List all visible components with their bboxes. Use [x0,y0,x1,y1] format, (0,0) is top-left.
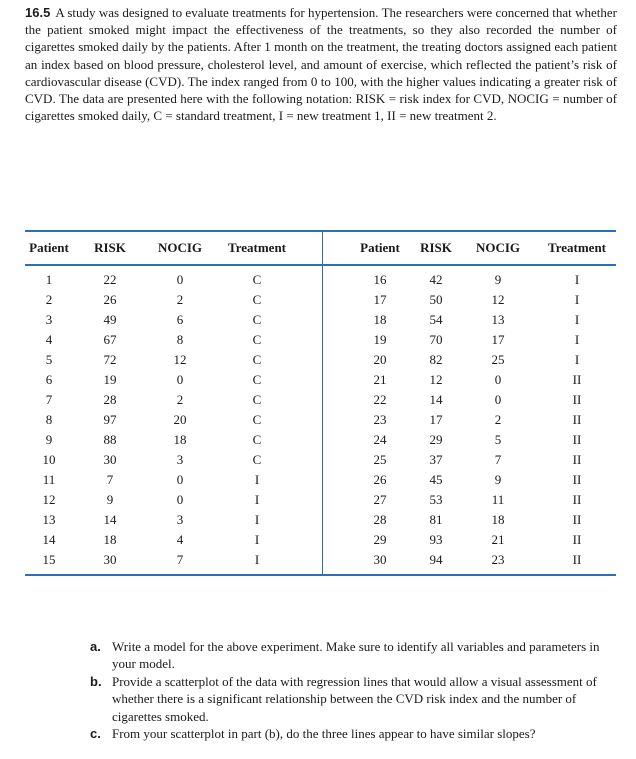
table-cell-risk: 97 [103,412,117,427]
table-row [25,312,616,332]
table-cell-risk: 93 [429,532,443,547]
table-cell-treatment: II [572,412,582,427]
table-row [25,272,616,292]
column-header-nocig-right: NOCIG [475,240,521,255]
table-cell-treatment: C [252,272,262,287]
table-cell-patient: 14 [42,532,56,547]
table-row [25,532,616,552]
table-cell-treatment: II [572,532,582,547]
table-cell-risk: 28 [103,392,117,407]
table-cell-patient: 1 [45,272,53,287]
table-cell-risk: 12 [429,372,443,387]
table-cell-risk: 42 [429,272,443,287]
table-cell-patient: 9 [45,432,53,447]
table-row [25,412,616,432]
column-header-risk-right: RISK [420,240,452,255]
table-row [25,392,616,412]
table-cell-patient: 8 [45,412,53,427]
table-cell-patient: 4 [45,332,53,347]
table-cell-risk: 72 [103,352,117,367]
table-cell-patient: 5 [45,352,53,367]
problem-number: 16.5 [25,5,51,20]
table-cell-patient: 10 [42,452,56,467]
column-header-treatment-left: Treatment [228,240,286,255]
table-row [25,352,616,372]
table-cell-patient: 25 [373,452,387,467]
table-cell-nocig: 20 [173,412,187,427]
question-label: c. [90,726,101,742]
table-cell-treatment: II [572,392,582,407]
table-cell-risk: 14 [429,392,443,407]
table-cell-risk: 67 [103,332,117,347]
table-row [25,552,616,572]
table-row [25,292,616,312]
question-a [90,638,620,673]
table-cell-patient: 22 [373,392,387,407]
table-cell-treatment: C [252,412,262,427]
table-cell-patient: 13 [42,512,56,527]
table-cell-nocig: 0 [176,472,184,487]
question-text: Write a model for the above experiment. Make sure to identify all variables and parameters in your model. [112,639,600,672]
table-cell-risk: 50 [429,292,443,307]
table-cell-risk: 82 [429,352,443,367]
table-cell-nocig: 23 [491,552,505,567]
table-cell-risk: 26 [103,292,117,307]
table-cell-treatment: I [574,312,580,327]
column-header-treatment-right: Treatment [548,240,606,255]
table-cell-risk: 37 [429,452,443,467]
table-row [25,452,616,472]
table-cell-risk: 17 [429,412,443,427]
table-cell-treatment: I [574,352,580,367]
table-cell-patient: 16 [373,272,387,287]
table-cell-risk: 29 [429,432,443,447]
table-cell-treatment: II [572,512,582,527]
table-cell-treatment: II [572,492,582,507]
table-header-rule [25,264,616,266]
table-cell-treatment: C [252,392,262,407]
table-cell-patient: 20 [373,352,387,367]
table-cell-treatment: I [254,512,260,527]
table-cell-nocig: 12 [173,352,187,367]
table-row [25,432,616,452]
table-cell-patient: 11 [42,472,56,487]
table-cell-risk: 53 [429,492,443,507]
table-cell-nocig: 17 [491,332,505,347]
table-cell-risk: 14 [103,512,117,527]
table-cell-patient: 23 [373,412,387,427]
table-cell-treatment: I [574,272,580,287]
table-cell-risk: 88 [103,432,117,447]
table-cell-risk: 81 [429,512,443,527]
table-cell-nocig: 0 [494,392,502,407]
question-text: Provide a scatterplot of the data with regression lines that would allow a visual assessment of whether there is a significant relationship between the CVD risk index and the number of cigarettes smoked. [112,673,597,724]
table-cell-treatment: I [574,292,580,307]
table-cell-nocig: 13 [491,312,505,327]
table-cell-nocig: 7 [176,552,184,567]
table-cell-treatment: C [252,292,262,307]
table-cell-patient: 29 [373,532,387,547]
table-cell-treatment: C [252,372,262,387]
table-cell-treatment: I [254,472,260,487]
table-cell-nocig: 18 [491,512,505,527]
table-cell-nocig: 2 [176,292,184,307]
table-cell-risk: 19 [103,372,117,387]
table-cell-risk: 30 [103,452,117,467]
table-cell-nocig: 5 [494,432,502,447]
table-cell-treatment: C [252,452,262,467]
table-cell-nocig: 0 [176,492,184,507]
table-cell-nocig: 9 [494,272,502,287]
problem-text: A study was designed to evaluate treatments for hypertension. The researchers were concerned that whether the patient smoked might impact the effectiveness of the treatments, so they also recorded the number of cigarettes smoked daily by the patients. After 1 month on the treatment, the treating doctors assigned each patient an index based on blood pressure, cholesterol level, and amount of exercise, which reflected the patient’s risk of cardiovascular disease (CVD). The index ranged from 0 to 100, with the higher values indicating a greater risk of CVD. The data are presented here with the following notation: RISK = risk index for CVD, NOCIG = number of cigarettes smoked daily, C = standard treatment, I = new treatment 1, II = new treatment 2. [25,5,617,124]
table-cell-nocig: 2 [494,412,502,427]
table-cell-nocig: 12 [491,292,505,307]
table-cell-risk: 7 [106,472,114,487]
table-cell-patient: 26 [373,472,387,487]
table-cell-nocig: 21 [491,532,505,547]
table-cell-nocig: 8 [176,332,184,347]
table-row [25,492,616,512]
table-cell-patient: 24 [373,432,387,447]
column-header-patient-left: Patient [29,240,69,255]
table-cell-patient: 2 [45,292,53,307]
table-cell-treatment: C [252,432,262,447]
table-cell-treatment: C [252,332,262,347]
table-cell-treatment: I [254,532,260,547]
question-label: a. [90,639,101,654]
table-cell-nocig: 3 [176,512,184,527]
question-text: From your scatterplot in part (b), do the three lines appear to have similar slopes? [112,726,536,742]
table-row [25,372,616,392]
table-cell-patient: 18 [373,312,387,327]
table-cell-treatment: II [572,372,582,387]
table-cell-nocig: 4 [176,532,184,547]
column-header-patient-right: Patient [360,240,400,255]
table-cell-treatment: I [574,332,580,347]
column-header-risk-left: RISK [94,240,126,255]
table-cell-treatment: II [572,472,582,487]
table-cell-nocig: 0 [176,372,184,387]
table-cell-patient: 6 [45,372,53,387]
table-cell-patient: 27 [373,492,387,507]
question-label: b. [90,673,102,689]
table-cell-risk: 45 [429,472,443,487]
table-cell-nocig: 25 [491,352,505,367]
problem-statement [25,4,617,124]
table-cell-treatment: C [252,312,262,327]
table-cell-treatment: I [254,552,260,567]
table-cell-patient: 3 [45,312,53,327]
table-row [25,472,616,492]
table-cell-risk: 30 [103,552,117,567]
table-cell-treatment: I [254,492,260,507]
table-cell-risk: 54 [429,312,443,327]
table-cell-treatment: C [252,352,262,367]
table-cell-nocig: 7 [494,452,502,467]
table-cell-patient: 17 [373,292,387,307]
table-cell-treatment: II [572,432,582,447]
question-c [90,725,620,742]
table-cell-risk: 70 [429,332,443,347]
table-cell-risk: 94 [429,552,443,567]
table-cell-patient: 15 [42,552,56,567]
table-cell-patient: 19 [373,332,387,347]
table-cell-patient: 28 [373,512,387,527]
column-header-nocig-left: NOCIG [157,240,203,255]
table-cell-treatment: II [572,452,582,467]
table-cell-nocig: 3 [176,452,184,467]
table-cell-nocig: 18 [173,432,187,447]
table-top-rule [25,230,616,232]
table-cell-risk: 18 [103,532,117,547]
table-row [25,512,616,532]
table-cell-nocig: 11 [491,492,505,507]
question-b [90,673,620,725]
table-cell-patient: 21 [373,372,387,387]
table-cell-nocig: 2 [176,392,184,407]
table-cell-patient: 7 [45,392,53,407]
table-cell-risk: 49 [103,312,117,327]
table-cell-nocig: 0 [176,272,184,287]
table-bottom-rule [25,574,616,576]
table-cell-nocig: 9 [494,472,502,487]
question-list [90,638,620,742]
table-cell-risk: 22 [103,272,117,287]
table-cell-nocig: 6 [176,312,184,327]
table-cell-risk: 9 [106,492,114,507]
table-header [25,240,616,258]
table-cell-treatment: II [572,552,582,567]
table-cell-nocig: 0 [494,372,502,387]
table-cell-patient: 12 [42,492,56,507]
table-cell-patient: 30 [373,552,387,567]
table-row [25,332,616,352]
